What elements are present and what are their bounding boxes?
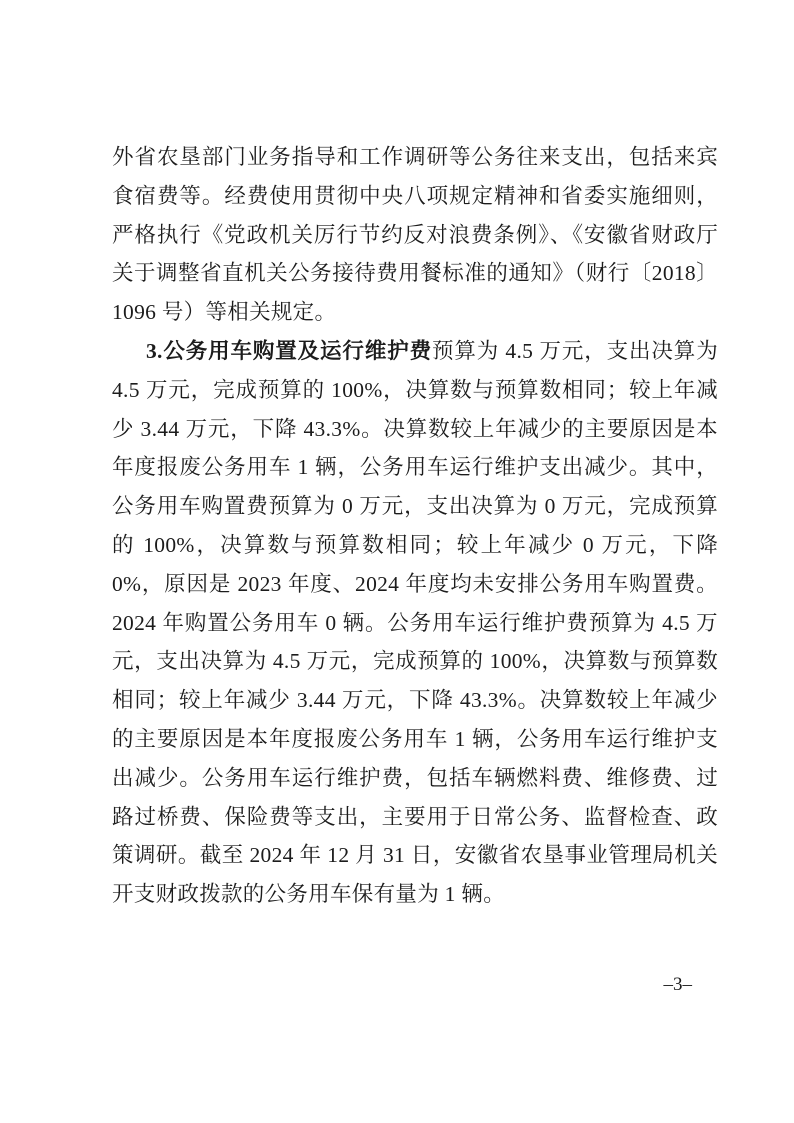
paragraph-text-run: 外省农垦部门业务指导和工作调研等公务往来支出，包括来宾食宿费等。经费使用贯彻中央八项规定精神和省委实施细则，严格执行《党政机关厉行节约反对浪费条例》、《安徽省财政厅关于调整省直机关公务接待费用餐标准的通知》（财行〔2018〕1096 号）等相关规定。	[112, 145, 718, 325]
paragraph-hospitality-rules	[112, 138, 718, 332]
paragraph-heading-run: 3.公务用车购置及运行维护费	[146, 338, 432, 363]
page-footer	[0, 972, 692, 998]
paragraph-official-vehicle-expense	[112, 332, 718, 914]
document-body	[112, 138, 718, 914]
page-number: –3–	[663, 974, 692, 995]
paragraph-text-run: 预算为 4.5 万元，支出决算为 4.5 万元，完成预算的 100%，决算数与预算数相同；较上年减少 3.44 万元，下降 43.3%。决算数较上年减少的主要原因是本年度报废公务用车 1 辆，公务用车运行维护支出减少。其中，公务用车购置费预算为 0 万元，支出决算为 0 万元，完成预算的 100%，决算数与预算数相同；较上年减少 0 万元，下降 0%，原因是 2023 年度、2024 年度均未安排公务用车购置费。2024 年购置公务用车 0 辆。公务用车运行维护费预算为 4.5 万元，支出决算为 4.5 万元，完成预算的 100%，决算数与预算数相同；较上年减少 3.44 万元，下降 43.3%。决算数较上年减少的主要原因是本年度报废公务用车 1 辆，公务用车运行维护支出减少。公务用车运行维护费，包括车辆燃料费、维修费、过路过桥费、保险费等支出，主要用于日常公务、监督检查、政策调研。截至 2024 年 12 月 31 日，安徽省农垦事业管理局机关开支财政拨款的公务用车保有量为 1 辆。	[112, 338, 718, 907]
